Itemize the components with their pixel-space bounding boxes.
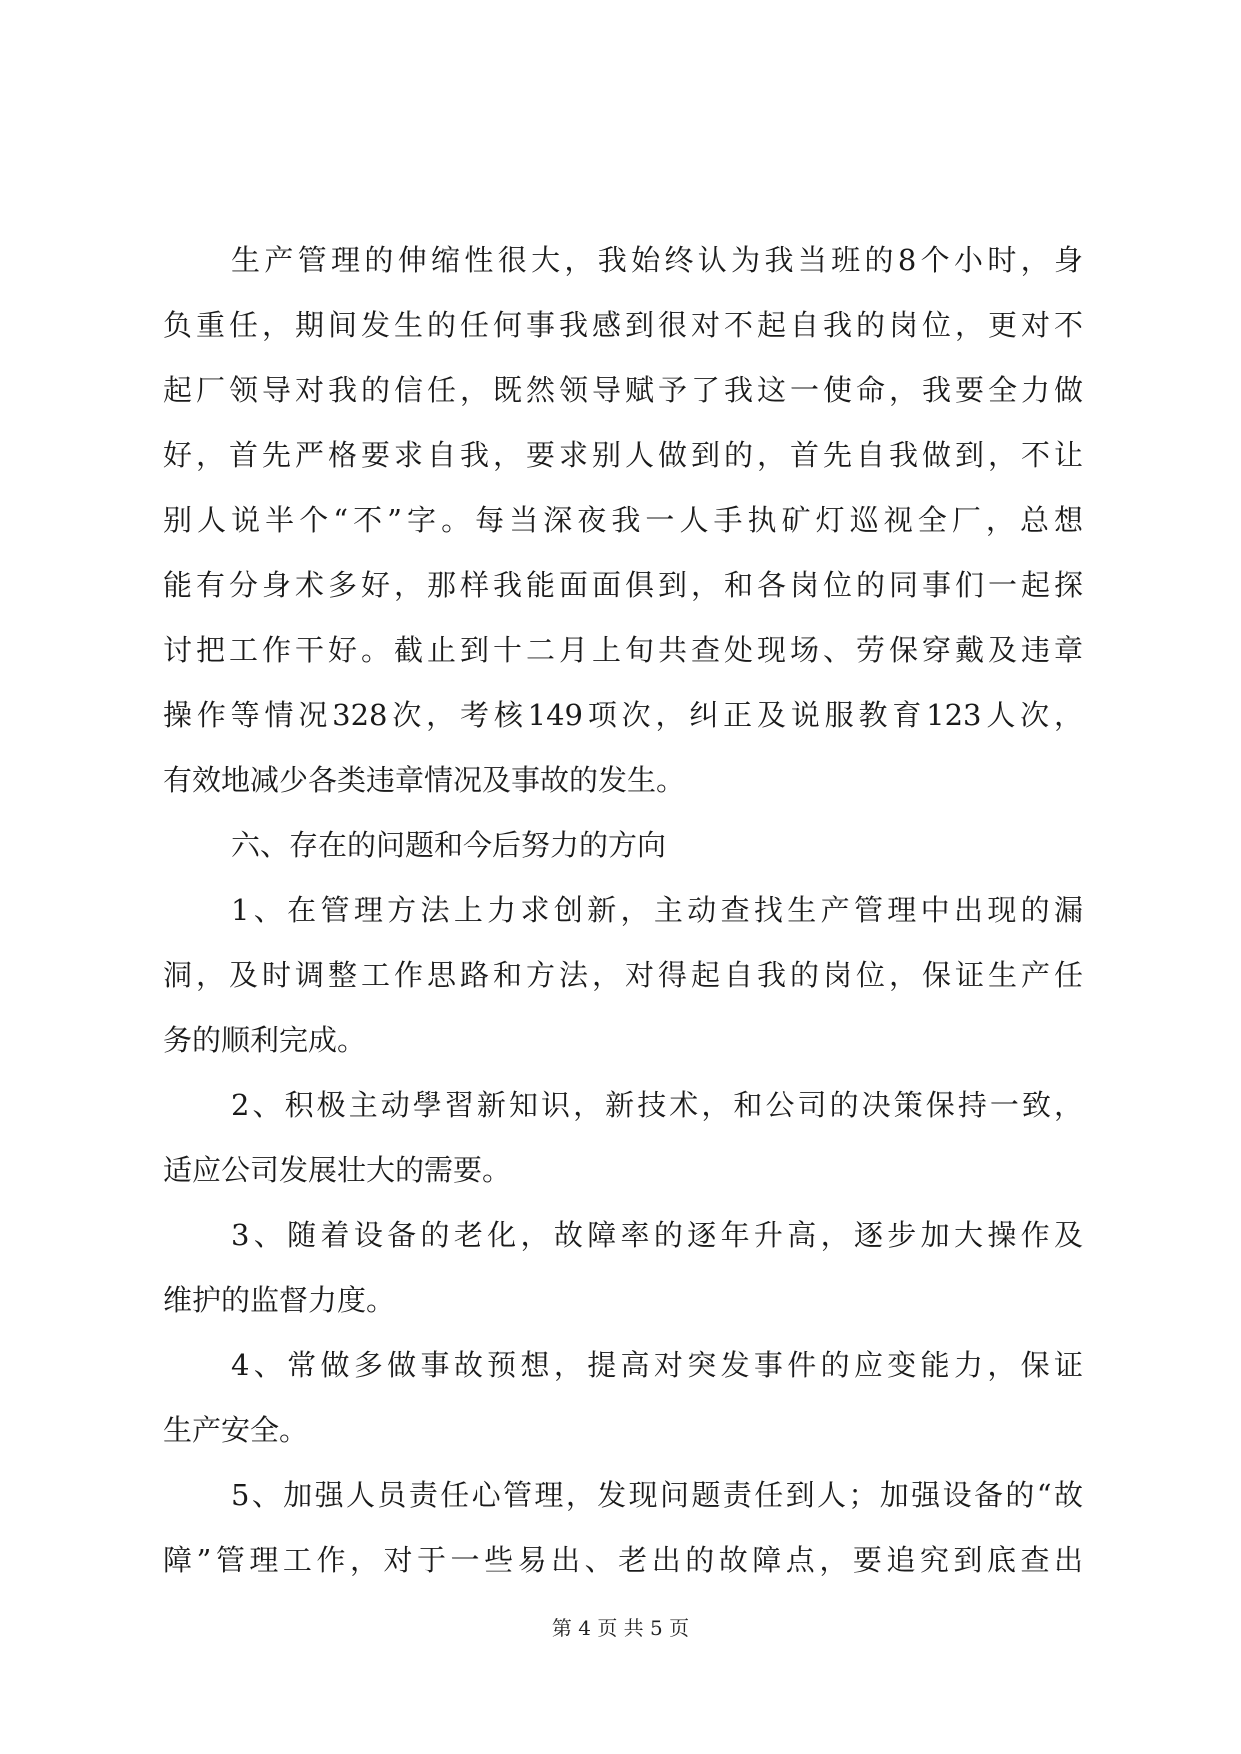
text-line: 障”管理工作，对于一些易出、老出的故障点，要追究到底查出	[163, 1543, 1083, 1577]
paragraph	[163, 228, 1083, 813]
text-line: 洞，及时调整工作思路和方法，对得起自我的岗位，保证生产任	[163, 958, 1083, 992]
text-line: 2、积极主动學習新知识，新技术，和公司的决策保持一致，	[231, 1088, 1083, 1122]
text-line: 4、常做多做事故预想，提高对突发事件的应变能力，保证	[231, 1348, 1083, 1382]
text-line: 负重任，期间发生的任何事我感到很对不起自我的岗位，更对不	[163, 308, 1083, 342]
page-footer	[0, 1612, 1241, 1641]
paragraph	[163, 1203, 1083, 1333]
paragraph	[163, 1463, 1083, 1593]
section-heading	[163, 813, 1083, 878]
text-line: 适应公司发展壮大的需要。	[163, 1153, 512, 1187]
text-line: 别人说半个“不”字。每当深夜我一人手执矿灯巡视全厂，总想	[163, 503, 1083, 537]
text-line: 5、加强人员责任心管理，发现问题责任到人；加强设备的“故	[231, 1478, 1083, 1512]
text-line: 务的顺利完成。	[163, 1023, 367, 1057]
document-body	[163, 228, 1083, 1593]
text-line: 讨把工作干好。截止到十二月上旬共查处现场、劳保穿戴及违章	[163, 633, 1083, 667]
page-number-label: 第 4 页 共 5 页	[551, 1616, 690, 1640]
text-line: 3、随着设备的老化，故障率的逐年升高，逐步加大操作及	[231, 1218, 1083, 1252]
text-line: 好，首先严格要求自我，要求别人做到的，首先自我做到，不让	[163, 438, 1083, 472]
text-line: 维护的监督力度。	[163, 1283, 396, 1317]
text-line: 生产管理的伸缩性很大，我始终认为我当班的8个小时，身	[231, 243, 1083, 277]
paragraph	[163, 1333, 1083, 1463]
text-line: 操作等情况328次，考核149项次，纠正及说服教育123人次，	[163, 698, 1083, 732]
paragraph	[163, 878, 1083, 1073]
text-line: 有效地减少各类违章情况及事故的发生。	[163, 763, 686, 797]
text-line: 1、在管理方法上力求创新，主动查找生产管理中出现的漏	[231, 893, 1083, 927]
text-line: 六、存在的问题和今后努力的方向	[231, 828, 667, 862]
text-line: 起厂领导对我的信任，既然领导赋予了我这一使命，我要全力做	[163, 373, 1083, 407]
text-line: 能有分身术多好，那样我能面面俱到，和各岗位的同事们一起探	[163, 568, 1083, 602]
paragraph	[163, 1073, 1083, 1203]
text-line: 生产安全。	[163, 1413, 309, 1447]
